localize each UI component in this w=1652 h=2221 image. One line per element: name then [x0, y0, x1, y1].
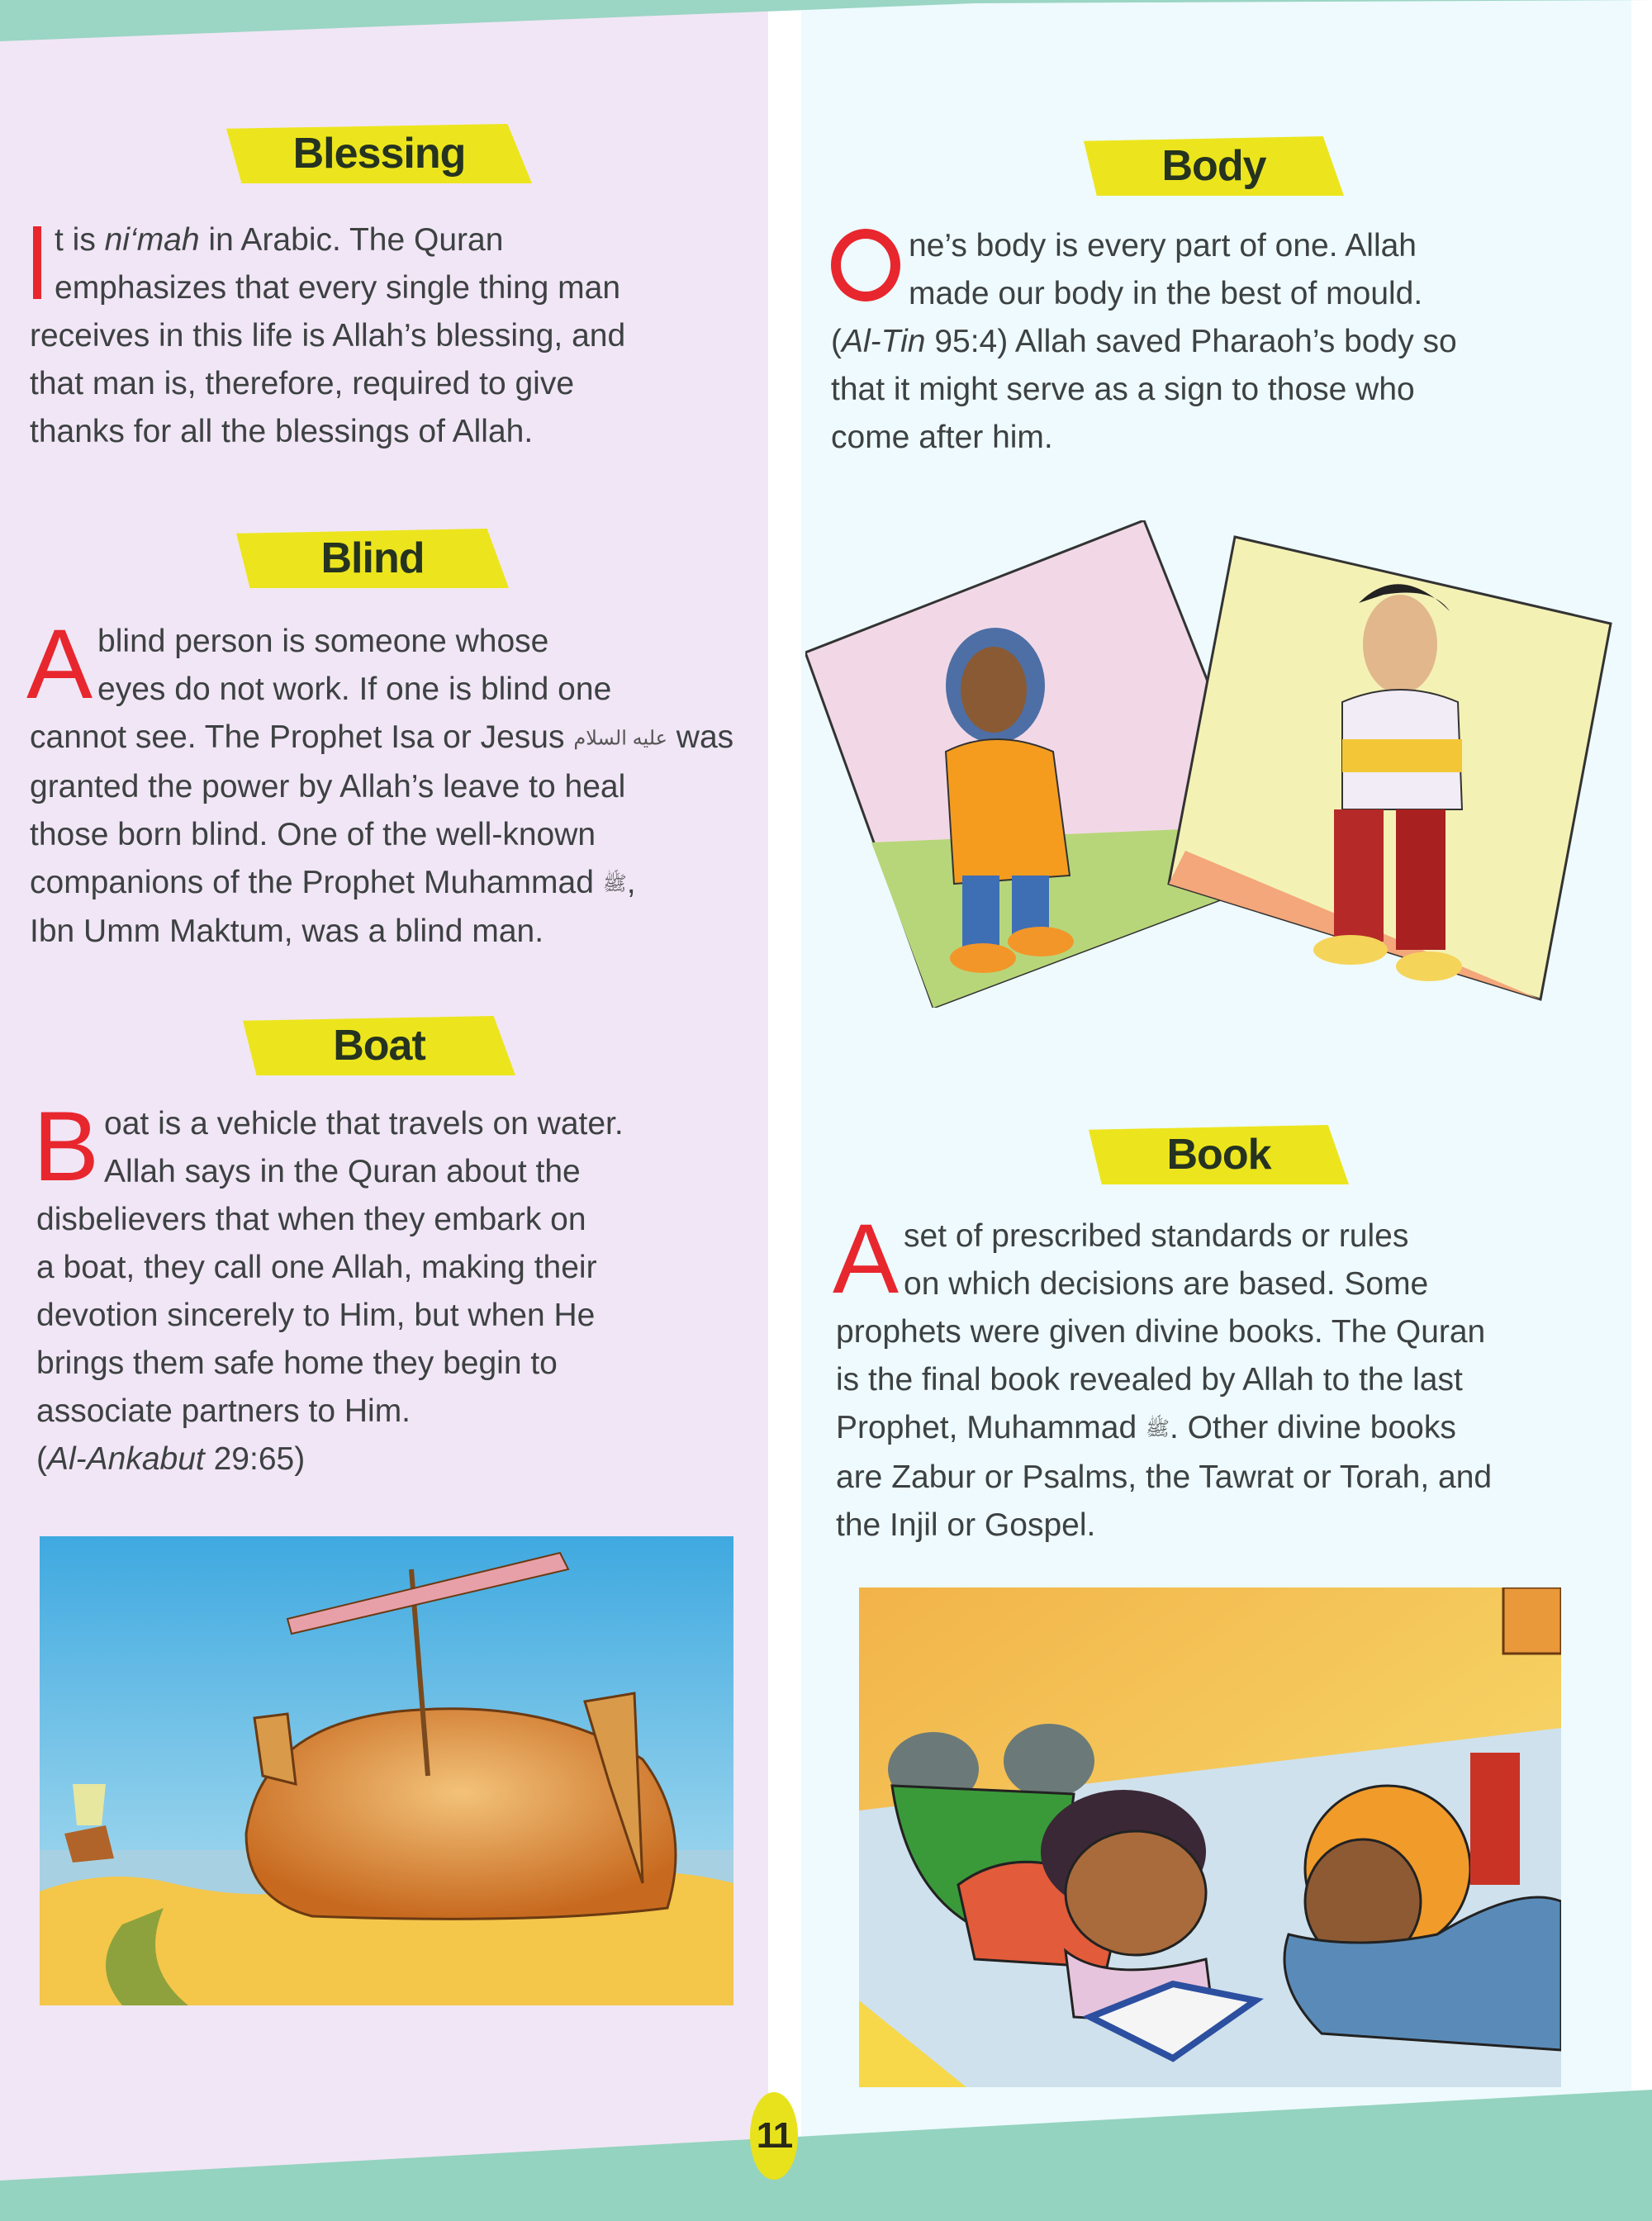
drop-cap: A: [833, 1203, 900, 1314]
entry-title-tag: [1089, 1125, 1349, 1184]
entry-title: Blessing: [292, 130, 466, 178]
entry-blessing: [30, 124, 740, 456]
entry-title: Boat: [333, 1022, 425, 1070]
entry-body-word: [831, 136, 1599, 462]
entry-title-tag: [236, 529, 509, 588]
body-line: the Injil or Gospel.: [836, 1507, 1096, 1543]
drop-cap: A: [26, 609, 93, 719]
honorific-glyph: ﷺ: [602, 872, 627, 895]
entry-book: [833, 1125, 1612, 1549]
entry-title: Body: [1161, 142, 1266, 190]
boat-image: [40, 1536, 733, 2005]
body-line: is the final book revealed by Allah to the last: [836, 1362, 1463, 1398]
italic-reference: Al-Ankabut: [47, 1441, 205, 1477]
italic-reference: Al-Tin: [842, 324, 926, 359]
body-line: prophets were given divine books. The Quran: [836, 1314, 1486, 1350]
book-illustration: [859, 1587, 1561, 2087]
entry-title-tag: [226, 124, 532, 183]
honorific-glyph: عليه السلام: [573, 727, 667, 750]
drop-cap: B: [33, 1091, 100, 1202]
body-line: eyes do not work. If one is blind one: [97, 672, 612, 707]
body-line: set of prescribed standards or rules: [904, 1218, 1409, 1254]
entry-blind: [26, 529, 757, 956]
body-line: thanks for all the blessings of Allah.: [30, 414, 534, 449]
drop-cap: [33, 226, 41, 299]
body-line: receives in this life is Allah’s blessing, and: [30, 318, 626, 354]
body-line: ne’s body is every part of one. Allah: [909, 228, 1417, 263]
body-line: granted the power by Allah’s leave to heal: [30, 768, 626, 804]
entry-title: Blind: [320, 534, 425, 582]
boat-illustration: [40, 1536, 733, 2005]
body-illustration: [805, 520, 1631, 1008]
entry-boat: [33, 1016, 763, 1483]
entry-body: [831, 222, 1599, 462]
italic-reference: ni‘mah: [104, 222, 200, 258]
body-line: oat is a vehicle that travels on water.: [104, 1106, 624, 1141]
body-line: are Zabur or Psalms, the Tawrat or Torah, and: [836, 1459, 1493, 1495]
body-line: on which decisions are based. Some: [904, 1266, 1429, 1302]
children-reading-image: [859, 1587, 1561, 2087]
body-line: blind person is someone whose: [97, 624, 549, 659]
body-line: (Al-Tin 95:4) Allah saved Pharaoh’s body so: [831, 324, 1457, 359]
body-line: brings them safe home they begin to: [36, 1345, 558, 1381]
body-line: cannot see. The Prophet Isa or Jesus عليه السلام was: [30, 719, 734, 755]
body-line: associate partners to Him.: [36, 1393, 411, 1429]
body-line: t is ni‘mah in Arabic. The Quran: [55, 222, 504, 258]
body-line: companions of the Prophet Muhammad ﷺ,: [30, 864, 636, 900]
body-line: made our body in the best of mould.: [909, 276, 1423, 311]
body-line: (Al-Ankabut 29:65): [36, 1441, 306, 1477]
body-line: Prophet, Muhammad ﷺ. Other divine books: [836, 1410, 1456, 1445]
entry-body: [833, 1203, 1612, 1549]
entry-body: [33, 1091, 763, 1483]
entry-title-tag: [1084, 136, 1344, 196]
body-line: that man is, therefore, required to give: [30, 366, 575, 401]
entry-title: Book: [1166, 1131, 1271, 1179]
body-line: that it might serve as a sign to those who: [831, 372, 1415, 407]
honorific-glyph: ﷺ: [1146, 1417, 1170, 1440]
body-line: come after him.: [831, 420, 1053, 455]
body-line: devotion sincerely to Him, but when He: [36, 1298, 596, 1333]
entry-title-tag: [243, 1016, 515, 1075]
entry-body: [26, 609, 757, 956]
drop-cap: [831, 229, 900, 301]
body-line: Ibn Umm Maktum, was a blind man.: [30, 914, 544, 950]
children-cards-image: [805, 520, 1631, 1008]
body-line: disbelievers that when they embark on: [36, 1202, 586, 1237]
body-line: emphasizes that every single thing man: [55, 270, 621, 306]
entry-body: [30, 216, 740, 456]
page-number-badge: 11: [750, 2092, 798, 2180]
body-line: those born blind. One of the well-known: [30, 816, 596, 852]
body-line: a boat, they call one Allah, making their: [36, 1250, 597, 1285]
body-line: Allah says in the Quran about the: [104, 1154, 581, 1189]
